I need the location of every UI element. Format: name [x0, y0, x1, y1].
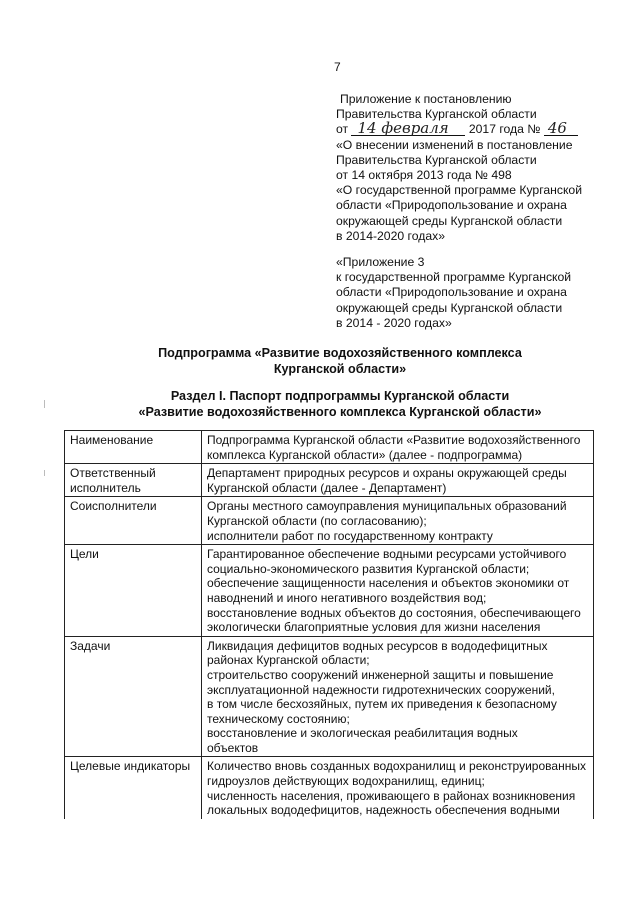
value-line: Департамент природных ресурсов и охраны окружающей среды [207, 466, 567, 481]
appendix-line: от 14 октября 2013 года № 498 [336, 168, 512, 183]
row-label: Наименование [65, 431, 202, 464]
value-line: Курганской области (далее - Департамент) [207, 480, 447, 495]
appendix-header [336, 92, 626, 244]
row-value [202, 757, 594, 819]
value-line: Курганской области (по согласованию); [207, 513, 427, 528]
appendix-line: Приложение к постановлению [340, 92, 512, 106]
appendix-line: Правительства Курганской области [336, 107, 537, 122]
row-value [202, 636, 594, 757]
row-value [202, 497, 594, 545]
appendix-date-line [336, 119, 626, 138]
value-line: локальных вододефицитов, надежность обеспечения водными [207, 803, 560, 818]
value-line: Гарантированное обеспечение водными ресурсами устойчивого [207, 547, 567, 562]
value-line: комплекса Курганской области» (далее - подпрограмма) [207, 447, 523, 462]
appendix-3-line: окружающей среды Курганской области [336, 300, 563, 315]
appendix-3-line: в 2014 - 2020 годах» [336, 315, 452, 330]
appendix-3-line: к государственной программе Курганской [336, 270, 572, 285]
subprogram-title [70, 345, 610, 377]
appendix-line: области «Природопользование и охрана [336, 198, 567, 213]
appendix-line: «О внесении изменений в постановление [336, 137, 573, 152]
page-number: 7 [334, 60, 341, 74]
table-row [65, 757, 594, 819]
value-line: техническому состоянию; [207, 711, 350, 726]
section-title-line: Раздел I. Паспорт подпрограммы Курганской области [170, 389, 510, 403]
appendix-line: Правительства Курганской области [336, 152, 537, 167]
value-line: социально-экономического развития Курганской области; [207, 561, 530, 576]
value-line: восстановление и экологическая реабилитация водных [207, 726, 518, 741]
value-line: гидроузлов действующих водохранилищ, единиц; [207, 774, 485, 789]
value-line: Органы местного самоуправления муниципальных образований [207, 499, 567, 514]
scan-artifact [44, 470, 45, 476]
value-line: исполнители работ по государственному контракту [207, 528, 493, 543]
year-text: 2017 года № [468, 122, 541, 137]
subprogram-title-line: Курганской области» [273, 362, 407, 376]
table-row [65, 545, 594, 637]
table-row [65, 464, 594, 497]
value-line: экологически благоприятные условия для жизни населения [207, 620, 541, 635]
value-line: Ликвидация дефицитов водных ресурсов в вододефицитных [207, 638, 548, 653]
value-line: Подпрограмма Курганской области «Развитие водохозяйственного [207, 433, 581, 447]
value-line: численность населения, проживающего в районах возникновения [207, 788, 576, 803]
row-label: Ответственный исполнитель [65, 464, 202, 497]
value-line: наводнений и иного негативного воздействия вод; [207, 590, 487, 605]
row-label: Цели [65, 545, 202, 637]
row-value [202, 464, 594, 497]
value-line: Количество вновь созданных водохранилищ и реконструированных [207, 759, 586, 774]
row-label: Целевые индикаторы [65, 757, 202, 819]
row-label: Задачи [65, 636, 202, 757]
value-line: районах Курганской области; [207, 653, 370, 668]
appendix-line: окружающей среды Курганской области [336, 213, 563, 228]
appendix-3-line: «Приложение 3 [336, 255, 425, 269]
appendix-line: в 2014-2020 годах» [336, 228, 445, 243]
appendix-line: «О государственной программе Курганской [336, 183, 583, 198]
row-value [202, 545, 594, 637]
value-line: объектов [207, 740, 259, 755]
table-row [65, 431, 594, 464]
passport-table [64, 430, 594, 819]
handwritten-number: 46 [544, 122, 578, 136]
date-prefix: от [336, 122, 349, 137]
handwritten-date: 14 февраля [351, 122, 465, 136]
section-title-line: «Развитие водохозяйственного комплекса Курганской области» [138, 405, 542, 419]
appendix-3-header [336, 255, 626, 331]
row-label: Соисполнители [65, 497, 202, 545]
table-row [65, 636, 594, 757]
value-line: восстановление водных объектов до состояния, обеспечивающего [207, 605, 581, 620]
table-row [65, 497, 594, 545]
appendix-3-line: области «Природопользование и охрана [336, 285, 567, 300]
scan-artifact [44, 400, 45, 408]
subprogram-title-line: Подпрограмма «Развитие водохозяйственного комплекса [158, 346, 522, 360]
value-line: эксплуатационной надежности гидротехнических сооружений, [207, 682, 555, 697]
value-line: обеспечение защищенности населения и объектов экономики от [207, 576, 570, 591]
value-line: строительство сооружений инженерной защиты и повышение [207, 667, 554, 682]
row-value [202, 431, 594, 464]
value-line: в том числе бесхозяйных, путем их приведения к безопасному [207, 697, 557, 712]
section-title [70, 388, 610, 420]
